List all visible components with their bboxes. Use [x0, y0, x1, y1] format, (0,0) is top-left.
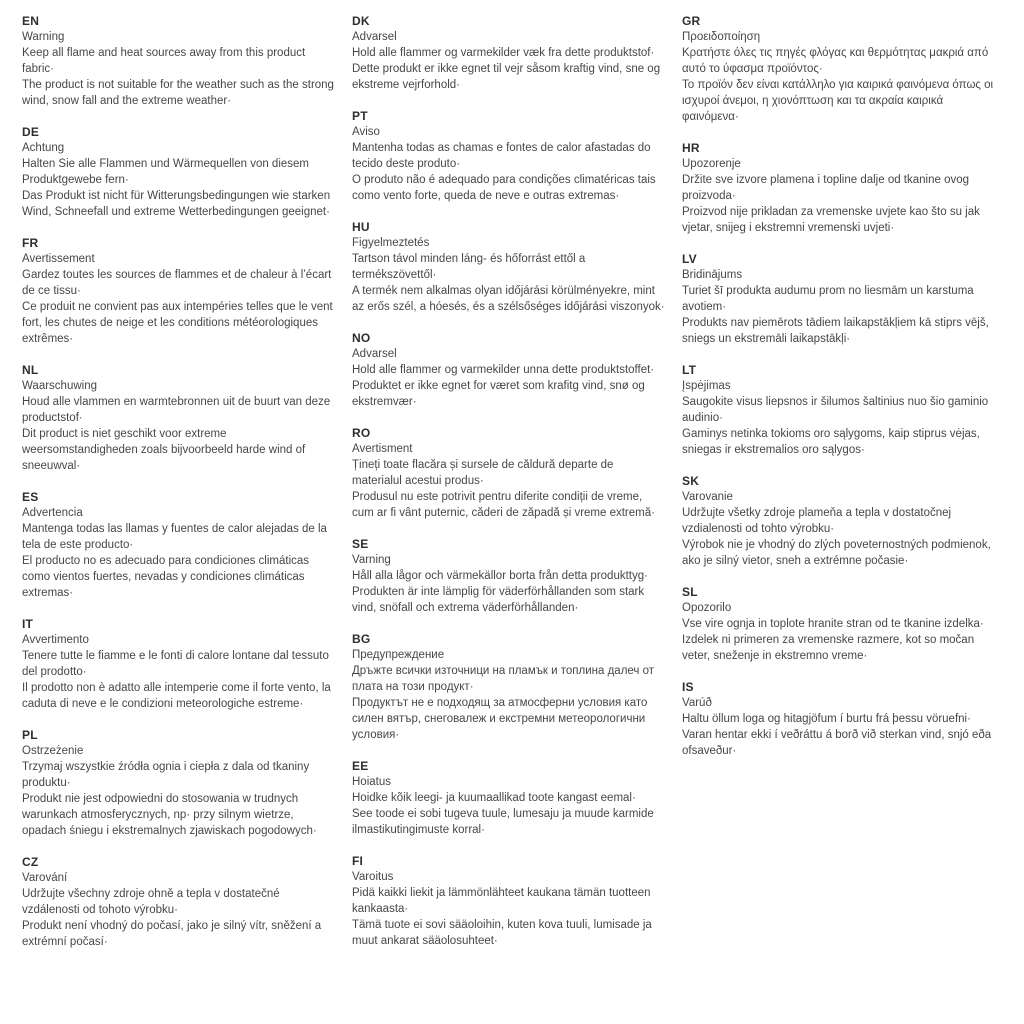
warning-body	[352, 457, 666, 521]
warning-sentence: The product is not suitable for the weather such as the strong wind, snow fall and the extreme weather·	[22, 79, 334, 107]
language-code: PL	[22, 728, 38, 742]
warning-title: Varování	[22, 872, 68, 884]
warning-sentence: Udržujte všetky zdroje plameňa a tepla v dostatočnej vzdialenosti od tohto výrobku·	[682, 507, 952, 535]
language-section	[352, 536, 666, 616]
language-section	[22, 13, 336, 109]
language-section	[22, 124, 336, 220]
warning-title: Varovanie	[682, 491, 733, 503]
warning-title: Ostrzeżenie	[22, 745, 84, 757]
warning-sentence: El producto no es adecuado para condiciones climáticas como vientos fuertes, nevadas y condiciones climáticas extremas·	[22, 555, 310, 599]
warning-sentence: Výrobok nie je vhodný do zlých poveternostných podmienok, ako je silný vietor, sneh a extrémne počasie·	[682, 539, 991, 567]
warning-title: Warning	[22, 31, 65, 43]
language-section	[352, 631, 666, 743]
language-section	[352, 425, 666, 521]
warning-title: Avertisment	[352, 443, 413, 455]
warning-title: Advertencia	[22, 507, 83, 519]
warning-sentence: Proizvod nije prikladan za vremenske uvjete kao što su jak vjetar, snijeg i ekstremni vremenski uvjeti·	[682, 206, 980, 234]
language-section	[22, 489, 336, 601]
language-code: ES	[22, 490, 39, 504]
warning-sentence: Țineți toate flacăra și sursele de căldură departe de materialul acestui produs·	[352, 459, 614, 487]
language-columns	[22, 13, 1024, 965]
language-section	[22, 616, 336, 712]
warning-body	[682, 616, 996, 664]
warning-title: Avvertimento	[22, 634, 89, 646]
warning-sentence: Držite sve izvore plamena i topline dalje od tkanine ovog proizvoda·	[682, 174, 970, 202]
language-section	[682, 362, 996, 458]
warning-body	[682, 283, 996, 347]
warning-sentence: Produkts nav piemērots tādiem laikapstākļiem kā stiprs vējš, sniegs un ekstremāli laikapstākļi·	[682, 317, 989, 345]
warning-title: Varoitus	[352, 871, 394, 883]
warning-title: Avertissement	[22, 253, 95, 265]
warning-sentence: Dit product is niet geschikt voor extreme weersomstandigheden zoals bijvoorbeeld harde wind of sneeuwval·	[22, 428, 306, 472]
warning-body	[22, 267, 336, 347]
language-code: DE	[22, 125, 40, 139]
warning-sentence: Hoidke kõik leegi- ja kuumaallikad toote kangast eemal·	[352, 792, 636, 804]
warning-body	[352, 663, 666, 743]
warning-sentence: Дръжте всички източници на пламък и топлина далеч от плата на този продукт·	[352, 665, 655, 693]
language-code: CZ	[22, 855, 39, 869]
warning-sentence: Tämä tuote ei sovi sääoloihin, kuten kova tuuli, lumisade ja muut ankarat sääolosuhteet·	[352, 919, 652, 947]
language-code: GR	[682, 14, 701, 28]
warning-title: Achtung	[22, 142, 65, 154]
warning-sentence: Hold alle flammer og varmekilder unna dette produktstoffet·	[352, 364, 655, 376]
warning-sentence: Vse vire ognja in toplote hranite stran od te tkanine izdelka·	[682, 618, 984, 630]
language-column	[682, 13, 996, 774]
warning-body	[352, 568, 666, 616]
warning-body	[352, 790, 666, 838]
warning-sentence: Das Produkt ist nicht für Witterungsbedingungen wie starken Wind, Schneefall und extreme Wetterbedingungen geeignet·	[22, 190, 331, 218]
language-section	[22, 727, 336, 839]
warning-title: Upozorenje	[682, 158, 741, 170]
warning-sentence: Izdelek ni primeren za vremenske razmere, kot so močan veter, sneženje in ekstremno vreme·	[682, 634, 975, 662]
language-section	[352, 13, 666, 93]
warning-title: Aviso	[352, 126, 380, 138]
warning-sentence: Produkt není vhodný do počasí, jako je silný vítr, sněžení a extrémní počasí·	[22, 920, 322, 948]
warning-body	[682, 45, 996, 125]
language-code: PT	[352, 109, 368, 123]
language-code: IS	[682, 680, 694, 694]
warning-body	[682, 711, 996, 759]
warning-sentence: Gardez toutes les sources de flammes et de chaleur à l’écart de ce tissu·	[22, 269, 332, 297]
language-code: EN	[22, 14, 40, 28]
language-code: SK	[682, 474, 700, 488]
warning-body	[352, 251, 666, 315]
language-column	[22, 13, 336, 965]
warning-body	[22, 886, 336, 950]
warning-sentence: See toode ei sobi tugeva tuule, lumesaju ja muude karmide ilmastikutingimuste korral·	[352, 808, 654, 836]
language-section	[22, 235, 336, 347]
language-section	[682, 251, 996, 347]
warning-sentence: Tenere tutte le fiamme e le fonti di calore lontane dal tessuto del prodotto·	[22, 650, 329, 678]
language-code: SE	[352, 537, 369, 551]
warning-sentence: Trzymaj wszystkie źródła ognia i ciepła z dala od tkaniny produktu·	[22, 761, 310, 789]
warning-sentence: Pidä kaikki liekit ja lämmönlähteet kaukana tämän tuotteen kankaasta·	[352, 887, 651, 915]
warning-body	[22, 45, 336, 109]
warning-sentence: Haltu öllum loga og hitagjöfum í burtu frá þessu vöruefni·	[682, 713, 971, 725]
language-section	[22, 362, 336, 474]
warning-sentence: Håll alla lågor och värmekällor borta från detta produkttyg·	[352, 570, 648, 582]
warning-sentence: Varan hentar ekki í veðráttu á borð við sterkan vind, snjó eða ofsaveður·	[682, 729, 992, 757]
language-section	[682, 140, 996, 236]
warning-title: Advarsel	[352, 31, 397, 43]
warning-title: Bridinājums	[682, 269, 743, 281]
warning-sentence: Gaminys netinka tokioms oro sąlygoms, kaip stiprus vėjas, sniegas ir ekstremalios oro sąlygos·	[682, 428, 980, 456]
warning-sentence: Produkten är inte lämplig för väderförhållanden som stark vind, snöfall och extrema väderförhållanden·	[352, 586, 645, 614]
warning-title: Varning	[352, 554, 391, 566]
warning-sentence: Mantenga todas las llamas y fuentes de calor alejadas de la tela de este producto·	[22, 523, 327, 551]
warning-sentence: Το προϊόν δεν είναι κατάλληλο για καιρικά φαινόμενα όπως οι ισχυροί άνεμοι, η χιονόπτωση και τα ακραία καιρικά φαινόμενα·	[682, 79, 994, 123]
warning-sentence: Dette produkt er ikke egnet til vejr såsom kraftig vind, sne og ekstreme vejrforhold·	[352, 63, 661, 91]
warning-sentence: Keep all flame and heat sources away from this product fabric·	[22, 47, 306, 75]
warning-title: Varúð	[682, 697, 712, 709]
warning-body	[22, 394, 336, 474]
language-code: FI	[352, 854, 364, 868]
language-code: FR	[22, 236, 39, 250]
warning-sentence: Houd alle vlammen en warmtebronnen uit de buurt van deze productstof·	[22, 396, 331, 424]
language-code: EE	[352, 759, 369, 773]
warning-title: Προειδοποίηση	[682, 31, 761, 43]
language-code: SL	[682, 585, 698, 599]
language-code: HU	[352, 220, 370, 234]
language-section	[682, 679, 996, 759]
language-section	[352, 330, 666, 410]
warning-sentence: O produto não é adequado para condições climatéricas tais como vento forte, queda de neve e outras extremas·	[352, 174, 656, 202]
warning-sentence: Mantenha todas as chamas e fontes de calor afastadas do tecido deste produto·	[352, 142, 651, 170]
warning-title: Figyelmeztetés	[352, 237, 430, 249]
warning-sentence: Hold alle flammer og varmekilder væk fra dette produktstof·	[352, 47, 655, 59]
warning-body	[22, 156, 336, 220]
warning-title: Įspėjimas	[682, 380, 731, 392]
warning-sentence: Produkt nie jest odpowiedni do stosowania w trudnych warunkach atmosferycznych, np· przy silnym wietrze, opadach śniegu i ekstremalnych zjawiskach pogodowych·	[22, 793, 317, 837]
language-section	[352, 853, 666, 949]
language-section	[352, 219, 666, 315]
warning-body	[22, 521, 336, 601]
warning-title: Waarschuwing	[22, 380, 97, 392]
language-code: LT	[682, 363, 697, 377]
warning-body	[352, 140, 666, 204]
warning-sentence: Udržujte všechny zdroje ohně a tepla v dostatečné vzdálenosti od tohoto výrobku·	[22, 888, 280, 916]
language-code: RO	[352, 426, 371, 440]
language-code: LV	[682, 252, 697, 266]
warning-body	[682, 505, 996, 569]
language-code: NO	[352, 331, 371, 345]
warning-sentence: Halten Sie alle Flammen und Wärmequellen von diesem Produktgewebe fern·	[22, 158, 310, 186]
warning-title: Предупреждение	[352, 649, 445, 661]
warning-sentence: Turiet šī produkta audumu prom no liesmām un karstuma avotiem·	[682, 285, 974, 313]
language-code: NL	[22, 363, 39, 377]
warning-title: Advarsel	[352, 348, 397, 360]
language-code: DK	[352, 14, 370, 28]
language-section	[352, 108, 666, 204]
warning-body	[22, 759, 336, 839]
language-code: BG	[352, 632, 371, 646]
warning-sentence: Saugokite visus liepsnos ir šilumos šaltinius nuo šio gaminio audinio·	[682, 396, 989, 424]
language-section	[22, 854, 336, 950]
warning-body	[352, 45, 666, 93]
warning-sentence: Il prodotto non è adatto alle intemperie come il forte vento, la caduta di neve e le condizioni meteorologiche estreme·	[22, 682, 331, 710]
warning-body	[682, 172, 996, 236]
warning-sentence: Tartson távol minden láng- és hőforrást ettől a termékszövettől·	[352, 253, 586, 281]
warning-title: Opozorilo	[682, 602, 732, 614]
warning-sentence: Продуктът не е подходящ за атмосферни условия като силен вятър, снеговалеж и екстремни метеорологични условия·	[352, 697, 648, 741]
warning-sentence: Κρατήστε όλες τις πηγές φλόγας και θερμότητας μακριά από αυτό το ύφασμα προϊόντος·	[682, 47, 989, 75]
warning-title: Hoiatus	[352, 776, 391, 788]
warning-sentence: A termék nem alkalmas olyan időjárási körülményekre, mint az erős szél, a hóesés, és a szélsőséges időjárási viszonyok·	[352, 285, 665, 313]
language-section	[682, 584, 996, 664]
warning-sentence: Produktet er ikke egnet for været som krafitg vind, snø og ekstremvær·	[352, 380, 645, 408]
warning-body	[352, 885, 666, 949]
warning-body	[22, 648, 336, 712]
language-section	[682, 13, 996, 125]
language-section	[352, 758, 666, 838]
warning-sentence: Produsul nu este potrivit pentru diferite condiții de vreme, cum ar fi vânt puternic, căderi de zăpadă și vreme extremă·	[352, 491, 655, 519]
language-code: HR	[682, 141, 700, 155]
warning-body	[352, 362, 666, 410]
language-column	[352, 13, 666, 964]
language-code: IT	[22, 617, 34, 631]
language-section	[682, 473, 996, 569]
warning-body	[682, 394, 996, 458]
warning-sentence: Ce produit ne convient pas aux intempéries telles que le vent fort, les chutes de neige et les conditions météorologiques extrêmes·	[22, 301, 333, 345]
